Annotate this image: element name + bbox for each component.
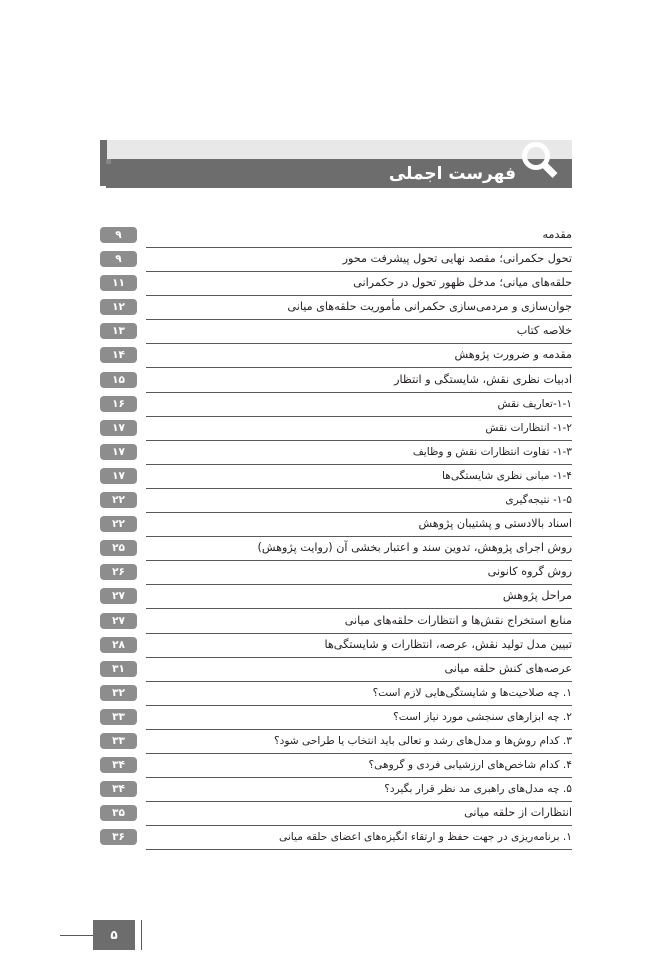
toc-header-banner (100, 140, 572, 188)
toc-entry[interactable] (146, 755, 572, 778)
toc-entry-title: روش گروه کانونی (487, 565, 572, 579)
toc-page-badge: ۳۱ (100, 661, 137, 677)
toc-row[interactable] (100, 659, 572, 683)
toc-page-badge: ۳۶ (100, 829, 137, 845)
toc-entry[interactable] (146, 586, 572, 609)
page-footer (60, 920, 180, 954)
toc-entry-title: ۱-۳- تفاوت انتظارات نقش و وظایف (412, 445, 572, 458)
toc-page-badge: ۱۷ (100, 444, 137, 460)
toc-row[interactable] (100, 442, 572, 466)
toc-page-badge: ۳۳ (100, 733, 137, 749)
toc-page-badge: ۳۳ (100, 709, 137, 725)
toc-row[interactable] (100, 490, 572, 514)
toc-page-badge: ۲۲ (100, 516, 137, 532)
toc-row[interactable] (100, 827, 572, 851)
toc-page-badge: ۱۶ (100, 396, 137, 412)
toc-entry[interactable] (146, 249, 572, 272)
toc-row[interactable] (100, 586, 572, 610)
toc-entry-title: منابع استخراج نقش‌ها و انتظارات حلقه‌های میانی (344, 613, 572, 627)
toc-entry[interactable] (146, 273, 572, 296)
toc-entry-title: ادبیات نظری نقش، شایستگی و انتظار (394, 372, 572, 386)
toc-entry-title: روش اجرای پژوهش، تدوین سند و اعتبار بخشی آن (روایت پژوهش) (257, 541, 572, 555)
toc-page-badge: ۲۷ (100, 588, 137, 604)
toc-entry[interactable] (146, 707, 572, 730)
toc-row[interactable] (100, 683, 572, 707)
header-left-notch (106, 159, 111, 164)
toc-entry[interactable] (146, 683, 572, 706)
toc-row[interactable] (100, 297, 572, 321)
toc-entry[interactable] (146, 418, 572, 441)
toc-entry-title: ۱-۵- نتیجه‌گیری (505, 494, 572, 507)
toc-row[interactable] (100, 538, 572, 562)
toc-page-badge: ۳۴ (100, 757, 137, 773)
toc-page-badge: ۳۲ (100, 685, 137, 701)
toc-entry[interactable] (146, 827, 572, 850)
toc-entry-title: ۱. چه صلاحیت‌ها و شایستگی‌هایی لازم است؟ (372, 686, 572, 699)
toc-entry[interactable] (146, 779, 572, 802)
magnifier-icon (514, 136, 566, 188)
table-of-contents-list (100, 225, 572, 851)
toc-page-badge: ۱۳ (100, 323, 137, 339)
toc-row[interactable] (100, 273, 572, 297)
toc-entry-title: ۱-۱-تعاریف نقش (497, 397, 572, 410)
toc-entry[interactable] (146, 803, 572, 826)
toc-row[interactable] (100, 321, 572, 345)
toc-row[interactable] (100, 345, 572, 369)
toc-row[interactable] (100, 249, 572, 273)
toc-entry-title: انتظارات از حلقه میانی (464, 806, 572, 820)
toc-entry-title: مقدمه (542, 228, 572, 241)
toc-entry[interactable] (146, 370, 572, 393)
toc-row[interactable] (100, 514, 572, 538)
toc-row[interactable] (100, 755, 572, 779)
toc-page-badge: ۳۵ (100, 805, 137, 821)
toc-entry[interactable] (146, 611, 572, 634)
footer-rule (60, 935, 96, 936)
toc-row[interactable] (100, 803, 572, 827)
toc-page-badge: ۲۲ (100, 492, 137, 508)
toc-page-badge: ۳۴ (100, 781, 137, 797)
toc-page-badge: ۲۸ (100, 637, 137, 653)
toc-entry[interactable] (146, 442, 572, 465)
toc-entry-title: ۳. کدام روش‌ها و مدل‌های رشد و تعالی باید انتخاب یا طراحی شود؟ (273, 734, 572, 747)
toc-row[interactable] (100, 418, 572, 442)
toc-entry-title: عرصه‌های کنش حلقه میانی (444, 661, 572, 675)
footer-vertical-rule (141, 920, 142, 950)
toc-row[interactable] (100, 731, 572, 755)
toc-entry[interactable] (146, 635, 572, 658)
toc-page-badge: ۱۵ (100, 372, 137, 388)
toc-page-badge: ۱۷ (100, 420, 137, 436)
toc-entry[interactable] (146, 394, 572, 417)
toc-page-badge: ۹ (100, 251, 137, 267)
toc-row[interactable] (100, 635, 572, 659)
toc-page-badge: ۲۶ (100, 564, 137, 580)
toc-entry-title: اسناد بالادستی و پشتیبان پژوهش (418, 517, 572, 531)
toc-entry-title: خلاصه کتاب (516, 324, 572, 338)
toc-entry[interactable] (146, 297, 572, 320)
toc-entry-title: ۲. چه ابزارهای سنجشی مورد نیاز است؟ (393, 710, 572, 723)
toc-row[interactable] (100, 562, 572, 586)
page-title: فهرست اجملی (388, 164, 516, 184)
toc-entry[interactable] (146, 514, 572, 537)
toc-entry[interactable] (146, 659, 572, 682)
toc-page-badge: ۹ (100, 227, 137, 243)
toc-entry-title: تحول حکمرانی؛ مقصد نهایی تحول پیشرفت محور (342, 252, 572, 266)
toc-page-badge: ۲۷ (100, 613, 137, 629)
toc-entry-title: مراحل پژوهش (502, 589, 572, 603)
toc-page-badge: ۱۷ (100, 468, 137, 484)
toc-row[interactable] (100, 225, 572, 249)
toc-entry-title: ۱. برنامه‌ریزی در جهت حفظ و ارتقاء انگیزه‌های اعضای حلقه میانی (279, 831, 572, 844)
toc-entry[interactable] (146, 225, 572, 248)
toc-row[interactable] (100, 466, 572, 490)
toc-entry[interactable] (146, 466, 572, 489)
toc-entry[interactable] (146, 562, 572, 585)
toc-entry[interactable] (146, 490, 572, 513)
toc-entry-title: ۵. چه مدل‌های راهبری مد نظر قرار بگیرد؟ (384, 783, 572, 796)
toc-entry-title: مقدمه و ضرورت پژوهش (454, 348, 572, 362)
toc-page-badge: ۲۵ (100, 540, 137, 556)
footer-page-number: ۵ (93, 920, 135, 950)
toc-row[interactable] (100, 779, 572, 803)
toc-entry[interactable] (146, 538, 572, 561)
toc-page-badge: ۱۲ (100, 299, 137, 315)
toc-entry-title: ۱-۴- مبانی نظری شایستگی‌ها (442, 469, 572, 482)
toc-row[interactable] (100, 707, 572, 731)
toc-row[interactable] (100, 370, 572, 394)
toc-row[interactable] (100, 611, 572, 635)
toc-page-badge: ۱۴ (100, 347, 137, 363)
toc-row[interactable] (100, 394, 572, 418)
toc-entry-title: حلقه‌های میانی؛ مدخل ظهور تحول در حکمرانی (353, 276, 572, 290)
toc-entry-title: جوان‌سازی و مردمی‌سازی حکمرانی مأموریت حلقه‌های میانی (287, 300, 572, 314)
toc-page-badge: ۱۱ (100, 275, 137, 291)
toc-entry[interactable] (146, 321, 572, 344)
toc-entry-title: تبیین مدل تولید نقش، عرصه، انتظارات و شایستگی‌ها (324, 637, 572, 651)
toc-entry[interactable] (146, 345, 572, 368)
toc-entry-title: ۱-۲- انتظارات نقش (485, 421, 572, 434)
toc-entry-title: ۴. کدام شاخص‌های ارزشیابی فردی و گروهی؟ (368, 759, 572, 772)
toc-entry[interactable] (146, 731, 572, 754)
